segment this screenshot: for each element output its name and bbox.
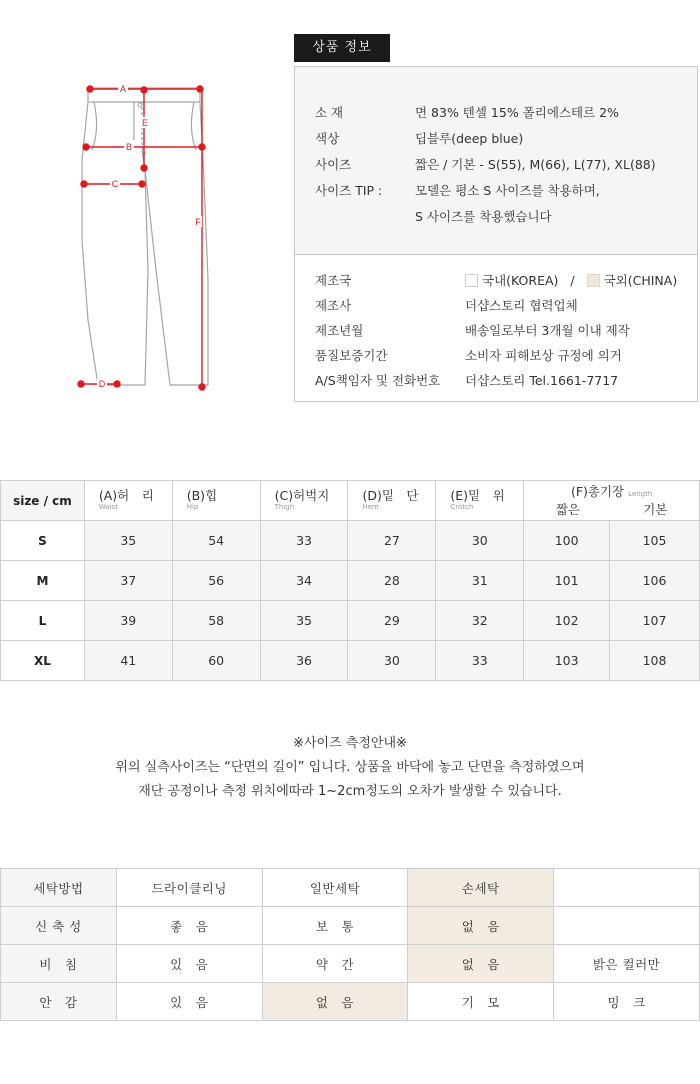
col-hem: (D)밑 단 Hem xyxy=(348,481,436,521)
size-cell: 36 xyxy=(260,641,348,681)
size-cell: 32 xyxy=(436,601,524,641)
size-label: L xyxy=(1,601,85,641)
size-value: 짧은 / 기본 - S(55), M(66), L(77), XL(88) xyxy=(415,157,656,172)
size-table xyxy=(0,480,700,681)
size-note-line1: 위의 실측사이즈는 “단면의 길이” 입니다. 상품을 바닥에 놓고 단면을 측정하였으며 xyxy=(115,760,585,775)
size-cell: 101 xyxy=(524,561,610,601)
product-info-title: 상품 정보 xyxy=(294,34,390,62)
label-b: B xyxy=(125,142,133,152)
size-cell: 33 xyxy=(436,641,524,681)
size-key: 사이즈 xyxy=(315,157,352,172)
size-label: S xyxy=(1,521,85,561)
care-cell: 있 음 xyxy=(116,983,262,1021)
size-cell: 28 xyxy=(348,561,436,601)
table-row xyxy=(1,601,700,641)
care-table xyxy=(0,868,700,1021)
size-cell: 33 xyxy=(260,521,348,561)
size-cell: 30 xyxy=(436,521,524,561)
care-cell: 약 간 xyxy=(262,945,408,983)
care-cell: 밍 크 xyxy=(554,983,700,1021)
size-cell: 27 xyxy=(348,521,436,561)
table-row xyxy=(1,521,700,561)
size-cell: 100 xyxy=(524,521,610,561)
size-label: XL xyxy=(1,641,85,681)
size-cell: 35 xyxy=(84,521,172,561)
care-cell: 기 모 xyxy=(408,983,554,1021)
col-waist: (A)허 리 Waist xyxy=(84,481,172,521)
care-cell: 좋 음 xyxy=(116,907,262,945)
size-table-header xyxy=(1,481,700,521)
size-tip-value: 모델은 평소 S 사이즈를 착용하며, xyxy=(415,183,600,198)
table-row xyxy=(1,945,700,983)
as-contact-value: 더샵스토리 Tel.1661-7717 xyxy=(465,373,619,388)
color-value: 딥블루(deep blue) xyxy=(415,131,524,146)
care-row-label: 세탁방법 xyxy=(1,869,117,907)
care-cell xyxy=(554,907,700,945)
table-row xyxy=(1,869,700,907)
label-e: E xyxy=(141,118,149,128)
care-row-label: 비 침 xyxy=(1,945,117,983)
product-info-box xyxy=(294,66,698,402)
size-cell: 102 xyxy=(524,601,610,641)
maker-key: 제조사 xyxy=(315,298,352,313)
size-label: M xyxy=(1,561,85,601)
care-row-label: 신 축 성 xyxy=(1,907,117,945)
size-tip-value-2: S 사이즈를 착용했습니다 xyxy=(415,209,552,224)
product-spec-section xyxy=(295,67,697,255)
size-cell: 31 xyxy=(436,561,524,601)
size-cell: 29 xyxy=(348,601,436,641)
country-key: 제조국 xyxy=(315,273,352,288)
size-cell: 30 xyxy=(348,641,436,681)
manufacture-date-key: 제조년월 xyxy=(315,323,364,338)
label-c: C xyxy=(111,179,119,189)
size-tip-key: 사이즈 TIP : xyxy=(315,183,383,198)
size-cell: 34 xyxy=(260,561,348,601)
foreign-checkbox xyxy=(587,274,600,287)
care-cell: 보 통 xyxy=(262,907,408,945)
care-cell: 손세탁 xyxy=(408,869,554,907)
size-cell: 108 xyxy=(610,641,700,681)
size-cell: 106 xyxy=(610,561,700,601)
material-value: 면 83% 텐셀 15% 폴리에스테르 2% xyxy=(415,105,619,120)
length-basic-label: 기본 xyxy=(643,501,668,517)
size-cell: 41 xyxy=(84,641,172,681)
length-short-label: 짧은 xyxy=(555,501,580,517)
label-f: F xyxy=(195,217,201,227)
country-options xyxy=(465,271,677,289)
size-cell: 107 xyxy=(610,601,700,641)
size-table-corner: size / cm xyxy=(1,481,85,521)
table-row xyxy=(1,907,700,945)
warranty-value: 소비자 피해보상 규정에 의거 xyxy=(465,348,622,363)
col-thigh: (C)허벅지 Thigh xyxy=(260,481,348,521)
size-cell: 54 xyxy=(172,521,260,561)
care-cell: 일반세탁 xyxy=(262,869,408,907)
care-cell: 없 음 xyxy=(408,907,554,945)
pants-measurement-diagram xyxy=(60,80,240,400)
table-row xyxy=(1,561,700,601)
care-cell: 있 음 xyxy=(116,945,262,983)
foreign-label: 국외(CHINA) xyxy=(603,273,678,288)
care-cell: 드라이클리닝 xyxy=(116,869,262,907)
label-d: D xyxy=(98,379,106,389)
col-length: (F)총기장 Length 짧은 기본 xyxy=(524,481,700,521)
size-cell: 58 xyxy=(172,601,260,641)
size-cell: 105 xyxy=(610,521,700,561)
domestic-label: 국내(KOREA) xyxy=(482,273,559,288)
size-cell: 37 xyxy=(84,561,172,601)
care-cell: 밝은 컬러만 xyxy=(554,945,700,983)
warranty-key: 품질보증기간 xyxy=(315,348,388,363)
color-key: 색상 xyxy=(315,131,340,146)
manufacture-date-value: 배송일로부터 3개월 이내 제작 xyxy=(465,323,630,338)
size-cell: 35 xyxy=(260,601,348,641)
size-cell: 56 xyxy=(172,561,260,601)
size-note-line2: 재단 공정이나 측정 위치에따라 1~2cm정도의 오차가 발생할 수 있습니다. xyxy=(138,784,562,799)
size-note-title: ※사이즈 측정안내※ xyxy=(293,736,407,751)
domestic-checkbox xyxy=(465,274,478,287)
as-contact-key: A/S책임자 및 전화번호 xyxy=(315,373,441,388)
size-cell: 103 xyxy=(524,641,610,681)
material-key: 소 재 xyxy=(315,105,344,120)
col-hip: (B)힙 Hip xyxy=(172,481,260,521)
label-a: A xyxy=(119,84,127,94)
country-separator: / xyxy=(570,273,575,288)
table-row xyxy=(1,641,700,681)
care-cell: 없 음 xyxy=(408,945,554,983)
size-cell: 39 xyxy=(84,601,172,641)
maker-value: 더샵스토리 협력업체 xyxy=(465,298,578,313)
table-row xyxy=(1,983,700,1021)
care-row-label: 안 감 xyxy=(1,983,117,1021)
col-crotch: (E)밑 위 Crotch xyxy=(436,481,524,521)
care-cell xyxy=(554,869,700,907)
care-cell: 없 음 xyxy=(262,983,408,1021)
size-cell: 60 xyxy=(172,641,260,681)
